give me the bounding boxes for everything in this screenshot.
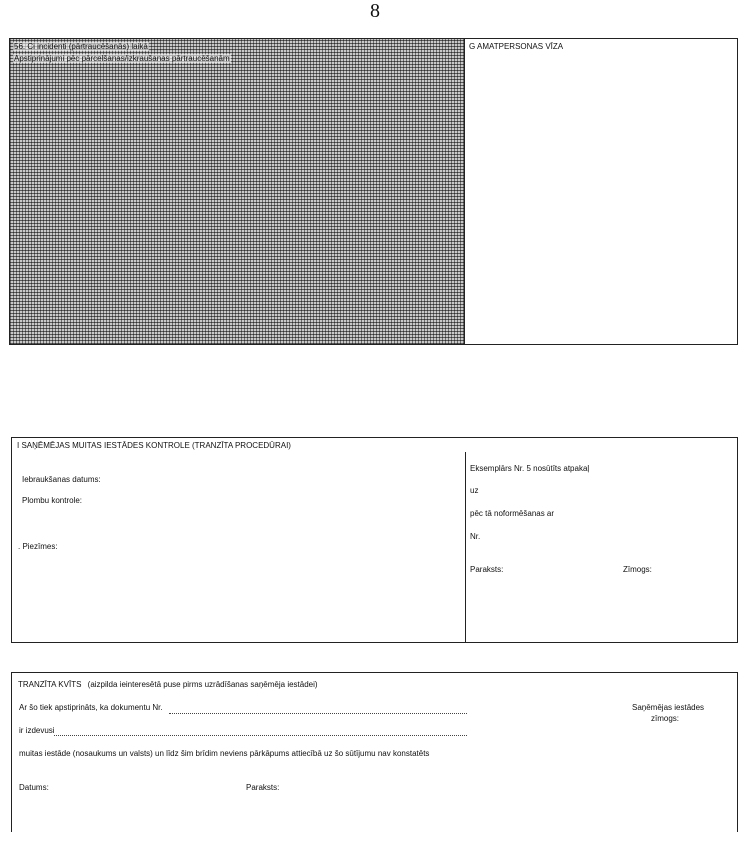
shaded-subtitle: Apstiprinājumi pēc pārcelšanas/izkraušanas pārtraucēšanām <box>14 54 230 63</box>
transit-receipt-title-main: TRANZĪTA KVĪTS <box>18 680 82 689</box>
issued-by-label: ir izdevusi <box>19 726 55 735</box>
document-number-label: Ar šo tiek apstiprināts, ka dokumentu Nr. <box>19 703 163 712</box>
transit-receipt-section <box>11 672 738 832</box>
transit-receipt-title <box>18 680 318 689</box>
visa-title: G AMATPERSONAS VĪZA <box>469 42 564 51</box>
page-number: 8 <box>370 0 380 22</box>
box-i-section <box>11 437 738 643</box>
notes-label: . Piezīmes: <box>18 542 58 551</box>
box-i-title: I SAŅĒMĒJAS MUITAS IESTĀDES KONTROLE (TRANZĪTA PROCEDŪRAI) <box>17 441 291 450</box>
box-g-section <box>9 38 738 345</box>
receipt-date-label: Datums: <box>19 783 49 792</box>
signature-label: Paraksts: <box>470 565 504 574</box>
receiver-stamp-label: Saņēmējas iestādes <box>632 703 705 712</box>
receiver-stamp-label-2: zīmogs: <box>651 714 680 723</box>
stamp-label: Zīmogs: <box>623 565 652 574</box>
document-number-line <box>169 713 467 714</box>
issued-by-line <box>54 735 467 736</box>
after-registration-label: pēc tā noformēšanas ar <box>470 509 555 518</box>
number-label: Nr. <box>470 532 481 541</box>
shaded-title: 56. Ci incidenti (pārtraucēšanās) laikā <box>14 42 148 51</box>
seal-check-label: Plombu kontrole: <box>22 496 83 505</box>
to-label: uz <box>470 486 479 495</box>
box-i-divider <box>465 452 466 642</box>
shaded-area <box>10 39 465 344</box>
customs-office-statement: muitas iestāde (nosaukums un valsts) un līdz šim brīdim neviens pārkāpums attiecībā uz šo sūtījumu nav konstatēts <box>19 749 430 758</box>
copy-returned-label: Eksemplārs Nr. 5 nosūtīts atpakaļ <box>470 464 590 473</box>
receipt-signature-label: Paraksts: <box>246 783 280 792</box>
arrival-date-label: Iebraukšanas datums: <box>22 475 101 484</box>
transit-receipt-title-note: (aizpilda ieinteresētā puse pirms uzrādīšanas saņēmēja iestādei) <box>87 680 318 689</box>
